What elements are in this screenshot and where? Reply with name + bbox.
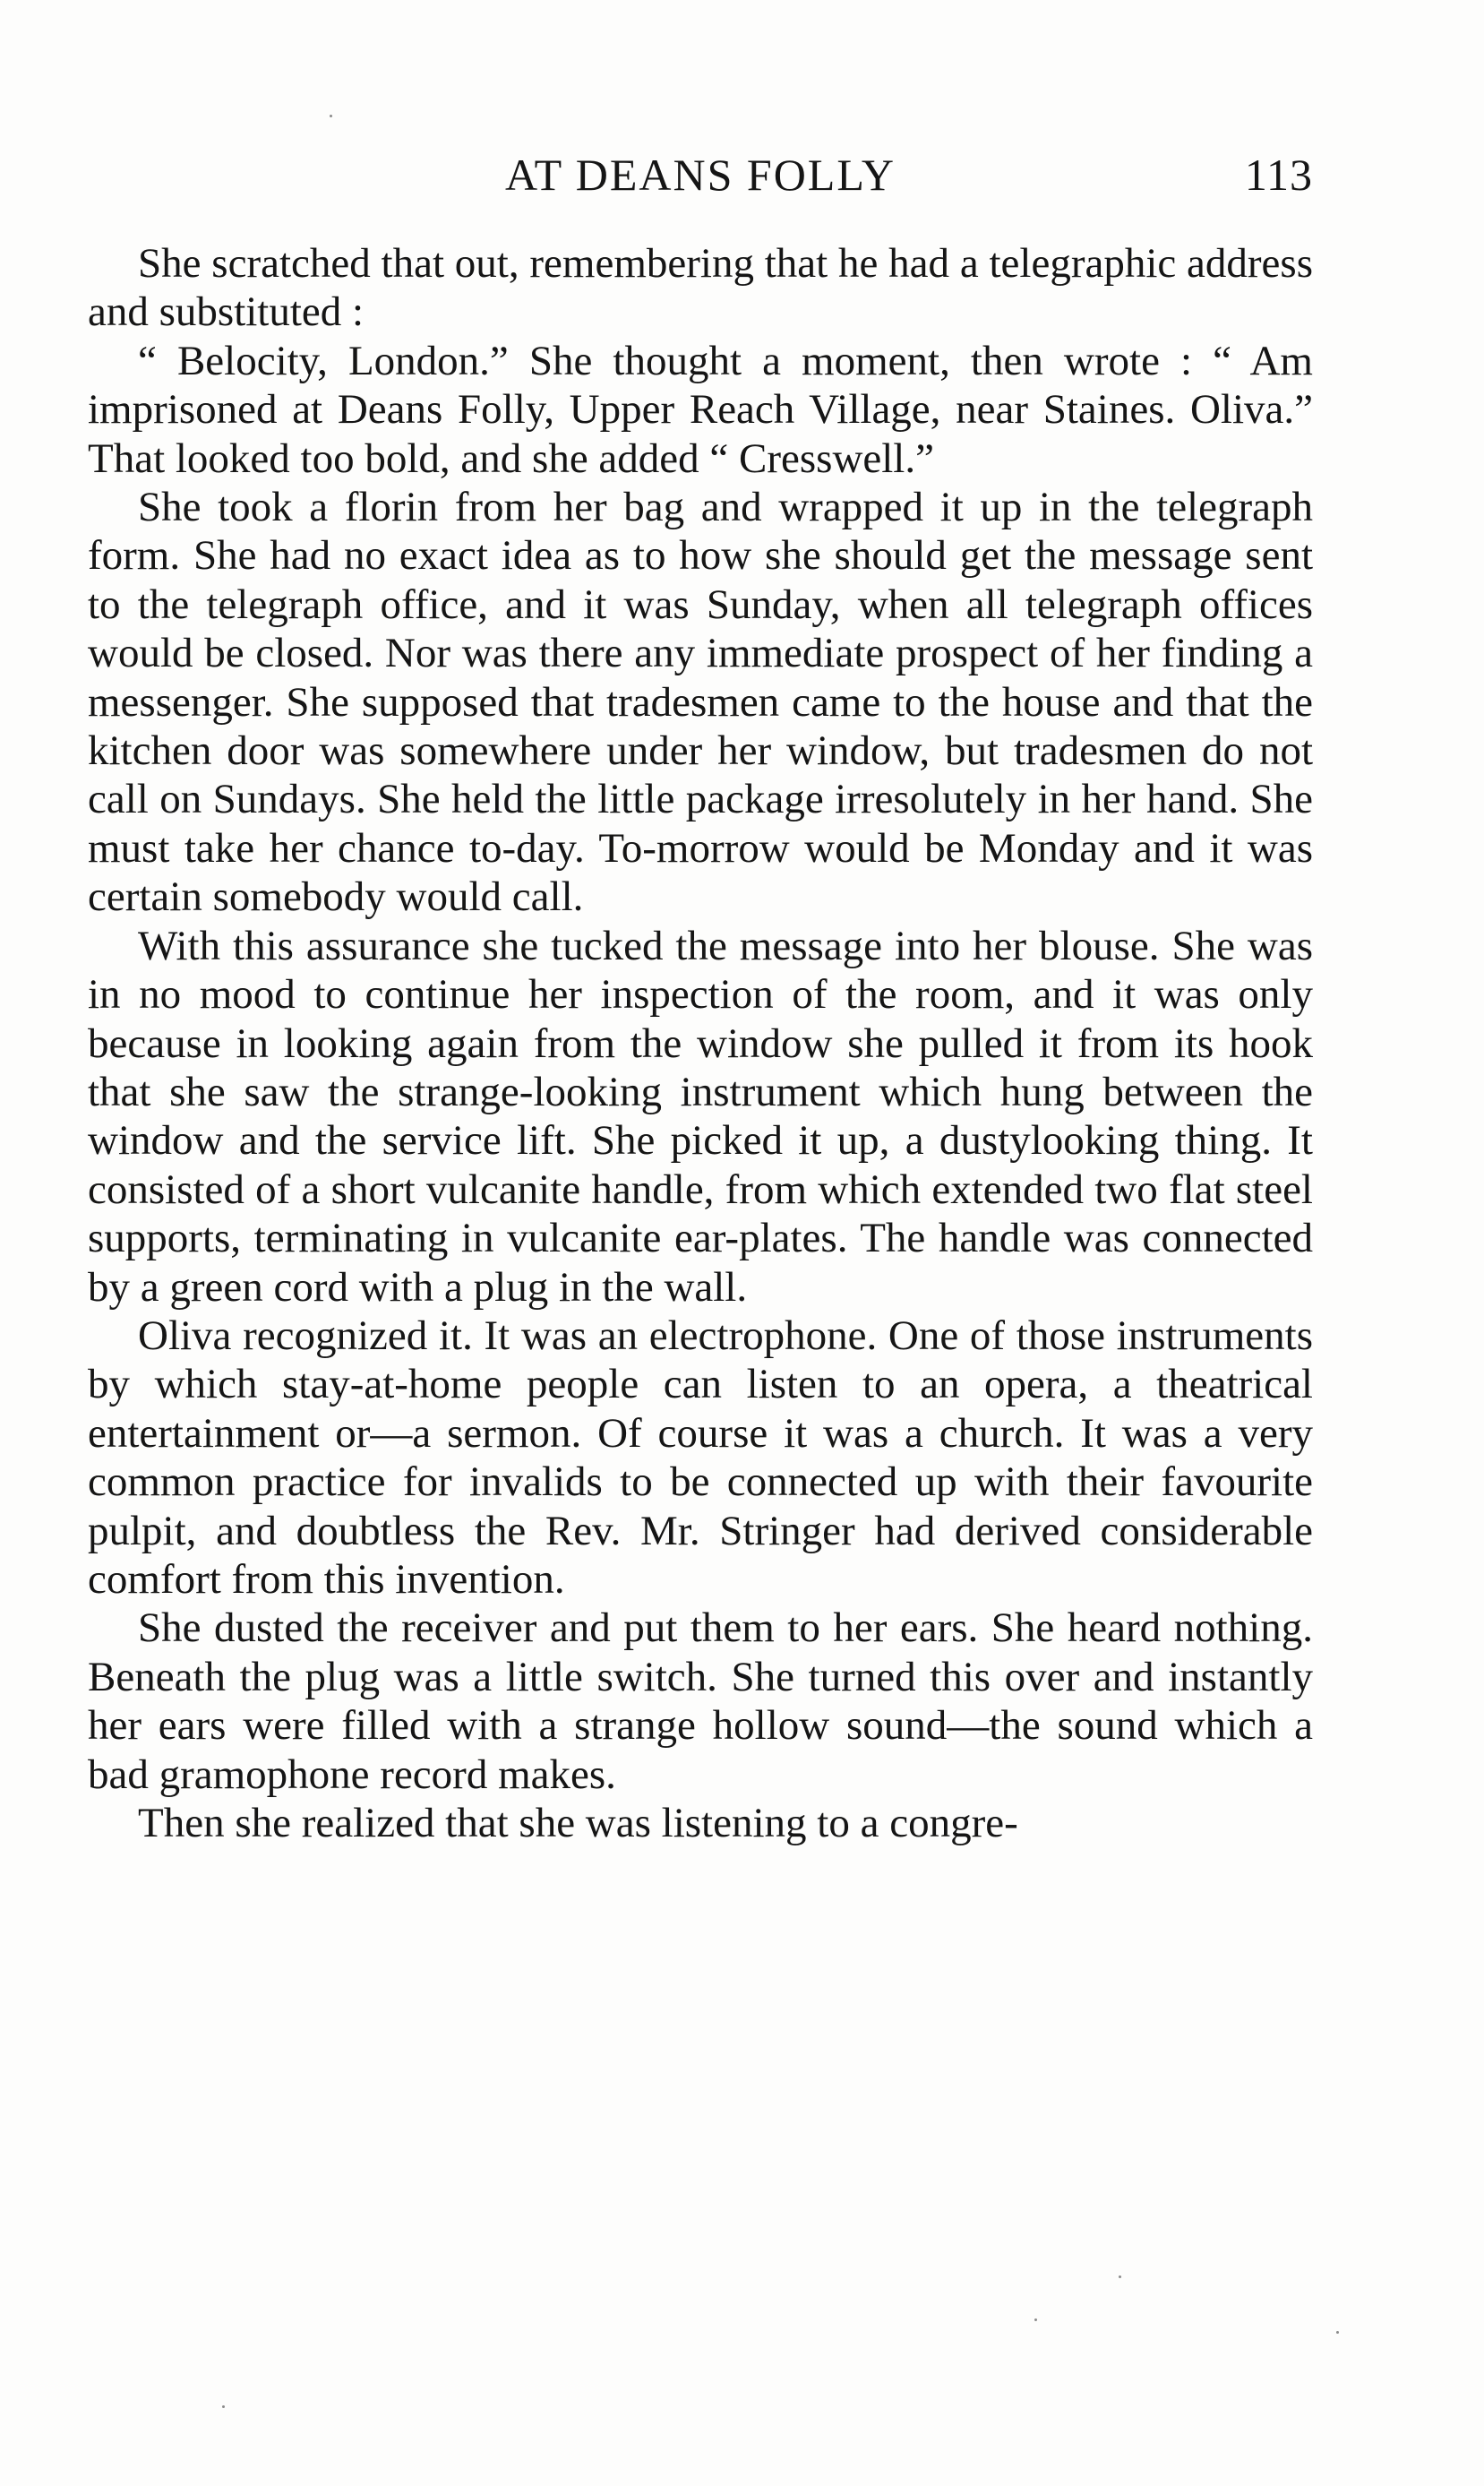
paper-speck <box>1336 2331 1339 2334</box>
paragraph: With this assurance she tucked the message into her blouse. She was in no mood to continue her inspection of the room, and it was only because in looking again from the window she pulled it from its hook that she saw the strange-looking instrument which hung between the window and the service lift. She picked it up, a dustylooking thing. It consisted of a short vulcanite handle, from which extended two flat steel supports, terminating in vulcanite ear-plates. The handle was connected by a green cord with a plug in the wall. <box>88 922 1313 1311</box>
paragraph: Then she realized that she was listening to a congre- <box>138 1800 1018 1846</box>
paragraph: She scratched that out, remembering that he had a telegraphic address and substituted : <box>88 240 1313 336</box>
running-head <box>88 143 1313 206</box>
paragraph: She took a florin from her bag and wrapped it up in the telegraph form. She had no exact idea as to how she should get the message sent to the telegraph office, and it was Sunday, when all telegraph offices would be closed. Nor was there any immediate prospect of her finding a messenger. She supposed that tradesmen came to the house and that the kitchen door was somewhere under her window, but tradesmen do not call on Sundays. She held the little package irresolutely in her hand. She must take her chance to-day. To-morrow would be Monday and it was certain somebody would call. <box>88 484 1313 921</box>
paper-speck <box>1119 2275 1121 2278</box>
paper-speck <box>1034 2318 1037 2321</box>
paper-speck <box>330 115 332 117</box>
paragraph: She dusted the receiver and put them to her ears. She heard nothing. Beneath the plug was a little switch. She turned this over and instantly her ears were filled with a strange hollow sound—the sound which a bad gramophone record makes. <box>88 1604 1313 1798</box>
paragraph: Oliva recognized it. It was an electrophone. One of those instruments by which stay-at-home people can listen to an opera, a theatrical entertainment or—a sermon. Of course it was a church. It was a very common practice for invalids to be connected up with their favourite pulpit, and doubtless the Rev. Mr. Stringer had derived considerable comfort from this invention. <box>88 1312 1313 1603</box>
paragraph: “ Belocity, London.” She thought a moment, then wrote : “ Am imprisoned at Deans Folly, Upper Reach Village, near Staines. Oliva.” That looked too bold, and she added “ Cresswell.” <box>88 337 1313 482</box>
paper-speck <box>222 2405 225 2408</box>
body-text <box>88 239 1313 1847</box>
running-title: AT DEANS FOLLY <box>505 150 896 200</box>
page-number: 113 <box>1244 150 1313 200</box>
